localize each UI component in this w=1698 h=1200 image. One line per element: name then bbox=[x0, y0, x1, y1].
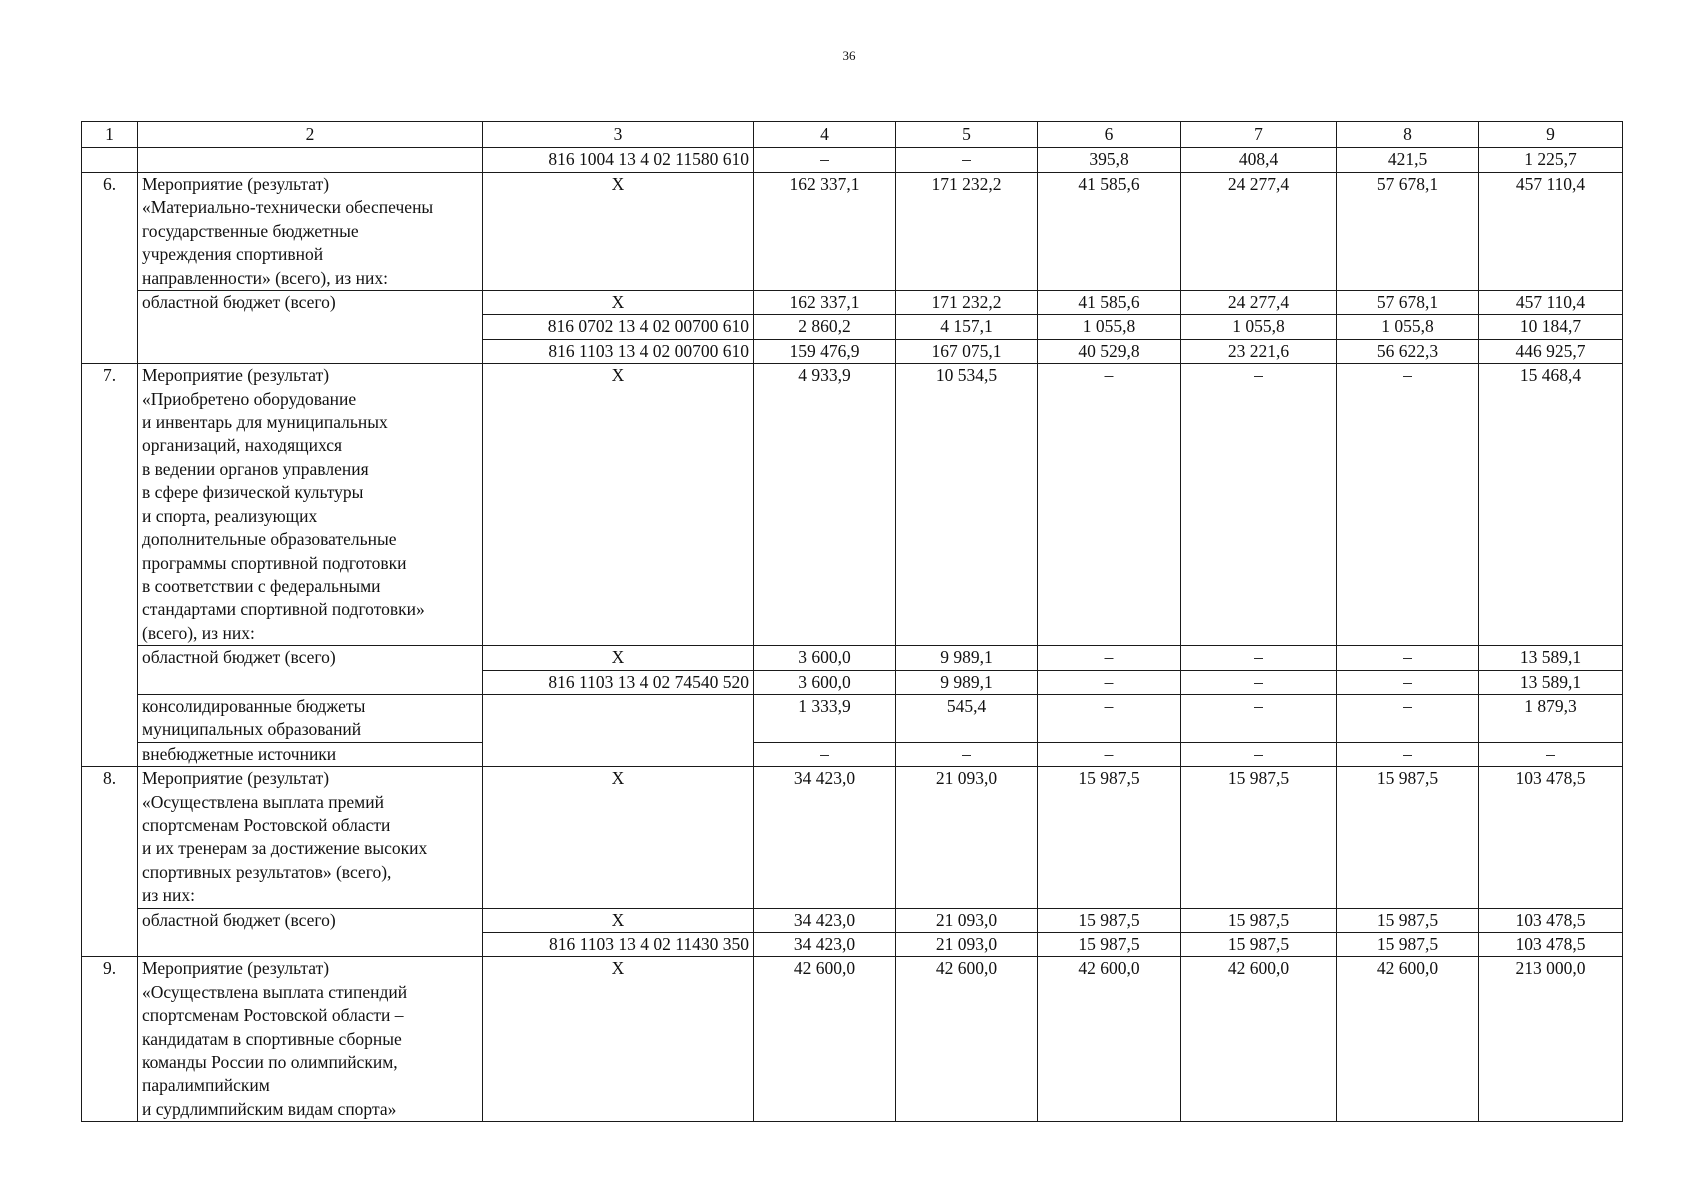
value-cell: 103 478,5 bbox=[1479, 908, 1623, 932]
value-cell: 446 925,7 bbox=[1479, 339, 1623, 363]
value-cell: 103 478,5 bbox=[1479, 767, 1623, 908]
value-cell: 408,4 bbox=[1181, 148, 1337, 173]
value-cell: 159 476,9 bbox=[754, 339, 896, 363]
budget-code-cell bbox=[483, 694, 754, 766]
row-number-cell bbox=[82, 148, 138, 173]
value-cell: 21 093,0 bbox=[896, 767, 1038, 908]
value-cell: 2 860,2 bbox=[754, 315, 896, 339]
value-cell: 21 093,0 bbox=[896, 908, 1038, 932]
value-cell: 24 277,4 bbox=[1181, 173, 1337, 291]
row-number-cell: 8. bbox=[82, 767, 138, 957]
value-cell: 162 337,1 bbox=[754, 291, 896, 315]
description-cell: областной бюджет (всего) bbox=[138, 291, 483, 364]
value-cell: 23 221,6 bbox=[1181, 339, 1337, 363]
value-cell: – bbox=[1181, 646, 1337, 670]
page-number: 36 bbox=[842, 48, 856, 63]
budget-code-cell: X bbox=[483, 908, 754, 932]
value-cell: – bbox=[1337, 694, 1479, 742]
column-number-row bbox=[82, 122, 1623, 148]
value-cell: 15 987,5 bbox=[1181, 767, 1337, 908]
value-cell: 103 478,5 bbox=[1479, 933, 1623, 957]
budget-code-cell: 816 0702 13 4 02 00700 610 bbox=[483, 315, 754, 339]
description-cell: областной бюджет (всего) bbox=[138, 646, 483, 695]
description-cell: консолидированные бюджеты муниципальных образований bbox=[138, 694, 483, 742]
value-cell: 4 933,9 bbox=[754, 364, 896, 646]
value-cell: 167 075,1 bbox=[896, 339, 1038, 363]
value-cell: 9 989,1 bbox=[896, 670, 1038, 694]
value-cell: 1 879,3 bbox=[1479, 694, 1623, 742]
budget-code-cell: X bbox=[483, 646, 754, 670]
budget-code-cell: X bbox=[483, 173, 754, 291]
value-cell: 1 225,7 bbox=[1479, 148, 1623, 173]
value-cell: 34 423,0 bbox=[754, 767, 896, 908]
value-cell: 21 093,0 bbox=[896, 933, 1038, 957]
value-cell: 545,4 bbox=[896, 694, 1038, 742]
value-cell: 15 987,5 bbox=[1038, 933, 1181, 957]
value-cell: 15 468,4 bbox=[1479, 364, 1623, 646]
description-cell: Мероприятие (результат) «Осуществлена выплата стипендий спортсменам Ростовской области – кандидатам в спортивные сборные команды России по олимпийским, паралимпийским и сурдлимпийским видам спорта» bbox=[138, 957, 483, 1122]
value-cell: 15 987,5 bbox=[1337, 908, 1479, 932]
value-cell: – bbox=[1337, 364, 1479, 646]
header-cell: 4 bbox=[754, 122, 896, 148]
budget-table bbox=[81, 121, 1623, 1122]
value-cell: 9 989,1 bbox=[896, 646, 1038, 670]
value-cell: 41 585,6 bbox=[1038, 173, 1181, 291]
description-cell: Мероприятие (результат) «Материально-технически обеспечены государственные бюджетные учреждения спортивной направленности» (всего), из них: bbox=[138, 173, 483, 291]
value-cell: 457 110,4 bbox=[1479, 291, 1623, 315]
value-cell: 15 987,5 bbox=[1337, 933, 1479, 957]
value-cell: 13 589,1 bbox=[1479, 646, 1623, 670]
budget-code-cell: 816 1103 13 4 02 00700 610 bbox=[483, 339, 754, 363]
value-cell: – bbox=[1181, 670, 1337, 694]
header-cell: 3 bbox=[483, 122, 754, 148]
value-cell: 42 600,0 bbox=[1181, 957, 1337, 1122]
value-cell: 40 529,8 bbox=[1038, 339, 1181, 363]
value-cell: – bbox=[1038, 646, 1181, 670]
value-cell: 1 055,8 bbox=[1038, 315, 1181, 339]
value-cell: 162 337,1 bbox=[754, 173, 896, 291]
header-cell: 5 bbox=[896, 122, 1038, 148]
budget-code-cell: 816 1103 13 4 02 74540 520 bbox=[483, 670, 754, 694]
value-cell: 3 600,0 bbox=[754, 670, 896, 694]
value-cell: – bbox=[896, 742, 1038, 766]
value-cell: 4 157,1 bbox=[896, 315, 1038, 339]
value-cell: – bbox=[1038, 670, 1181, 694]
value-cell: 1 055,8 bbox=[1337, 315, 1479, 339]
table-row bbox=[82, 957, 1623, 1122]
value-cell: 1 333,9 bbox=[754, 694, 896, 742]
value-cell: – bbox=[1337, 646, 1479, 670]
budget-code-cell: X bbox=[483, 364, 754, 646]
budget-code-cell: 816 1103 13 4 02 11430 350 bbox=[483, 933, 754, 957]
table-row bbox=[82, 694, 1623, 742]
value-cell: 15 987,5 bbox=[1181, 908, 1337, 932]
header-cell: 8 bbox=[1337, 122, 1479, 148]
value-cell: 15 987,5 bbox=[1038, 767, 1181, 908]
table-row bbox=[82, 173, 1623, 291]
value-cell: 395,8 bbox=[1038, 148, 1181, 173]
value-cell: – bbox=[754, 148, 896, 173]
table-row bbox=[82, 742, 1623, 766]
description-cell: областной бюджет (всего) bbox=[138, 908, 483, 957]
value-cell: 57 678,1 bbox=[1337, 291, 1479, 315]
value-cell: 15 987,5 bbox=[1337, 767, 1479, 908]
value-cell: – bbox=[1337, 670, 1479, 694]
description-cell: внебюджетные источники bbox=[138, 742, 483, 766]
header-cell: 2 bbox=[138, 122, 483, 148]
value-cell: 3 600,0 bbox=[754, 646, 896, 670]
value-cell: – bbox=[1181, 364, 1337, 646]
row-number-cell: 9. bbox=[82, 957, 138, 1122]
value-cell: – bbox=[1181, 694, 1337, 742]
table-row bbox=[82, 364, 1623, 646]
row-number-cell: 6. bbox=[82, 173, 138, 364]
value-cell: 171 232,2 bbox=[896, 291, 1038, 315]
value-cell: 42 600,0 bbox=[1038, 957, 1181, 1122]
value-cell: 34 423,0 bbox=[754, 908, 896, 932]
value-cell: 457 110,4 bbox=[1479, 173, 1623, 291]
table-row bbox=[82, 767, 1623, 908]
value-cell: 42 600,0 bbox=[896, 957, 1038, 1122]
value-cell: 213 000,0 bbox=[1479, 957, 1623, 1122]
value-cell: 15 987,5 bbox=[1038, 908, 1181, 932]
budget-code-cell: X bbox=[483, 957, 754, 1122]
budget-code-cell: X bbox=[483, 767, 754, 908]
value-cell: 15 987,5 bbox=[1181, 933, 1337, 957]
value-cell: 24 277,4 bbox=[1181, 291, 1337, 315]
value-cell: – bbox=[1337, 742, 1479, 766]
value-cell: 421,5 bbox=[1337, 148, 1479, 173]
row-number-cell: 7. bbox=[82, 364, 138, 767]
header-cell: 9 bbox=[1479, 122, 1623, 148]
value-cell: 10 184,7 bbox=[1479, 315, 1623, 339]
budget-code-cell: 816 1004 13 4 02 11580 610 bbox=[483, 148, 754, 173]
value-cell: 171 232,2 bbox=[896, 173, 1038, 291]
value-cell: 34 423,0 bbox=[754, 933, 896, 957]
value-cell: 42 600,0 bbox=[754, 957, 896, 1122]
value-cell: 13 589,1 bbox=[1479, 670, 1623, 694]
value-cell: 41 585,6 bbox=[1038, 291, 1181, 315]
value-cell: 56 622,3 bbox=[1337, 339, 1479, 363]
table-row bbox=[82, 291, 1623, 315]
table-row bbox=[82, 148, 1623, 173]
description-cell: Мероприятие (результат) «Приобретено оборудование и инвентарь для муниципальных организаций, находящихся в ведении органов управления в сфере физической культуры и спорта, реализующих дополнительные образовательные программы спортивной подготовки в соответствии с федеральными стандартами спортивной подготовки» (всего), из них: bbox=[138, 364, 483, 646]
description-cell: Мероприятие (результат) «Осуществлена выплата премий спортсменам Ростовской области и их тренерам за достижение высоких спортивных результатов» (всего), из них: bbox=[138, 767, 483, 908]
header-cell: 7 bbox=[1181, 122, 1337, 148]
header-cell: 6 bbox=[1038, 122, 1181, 148]
value-cell: – bbox=[1038, 364, 1181, 646]
budget-code-cell: X bbox=[483, 291, 754, 315]
value-cell: 57 678,1 bbox=[1337, 173, 1479, 291]
value-cell: 42 600,0 bbox=[1337, 957, 1479, 1122]
table-row bbox=[82, 646, 1623, 670]
value-cell: – bbox=[896, 148, 1038, 173]
value-cell: – bbox=[1181, 742, 1337, 766]
value-cell: – bbox=[1038, 742, 1181, 766]
value-cell: 10 534,5 bbox=[896, 364, 1038, 646]
header-cell: 1 bbox=[82, 122, 138, 148]
table-row bbox=[82, 908, 1623, 932]
value-cell: – bbox=[1038, 694, 1181, 742]
value-cell: – bbox=[1479, 742, 1623, 766]
value-cell: 1 055,8 bbox=[1181, 315, 1337, 339]
description-cell bbox=[138, 148, 483, 173]
value-cell: – bbox=[754, 742, 896, 766]
